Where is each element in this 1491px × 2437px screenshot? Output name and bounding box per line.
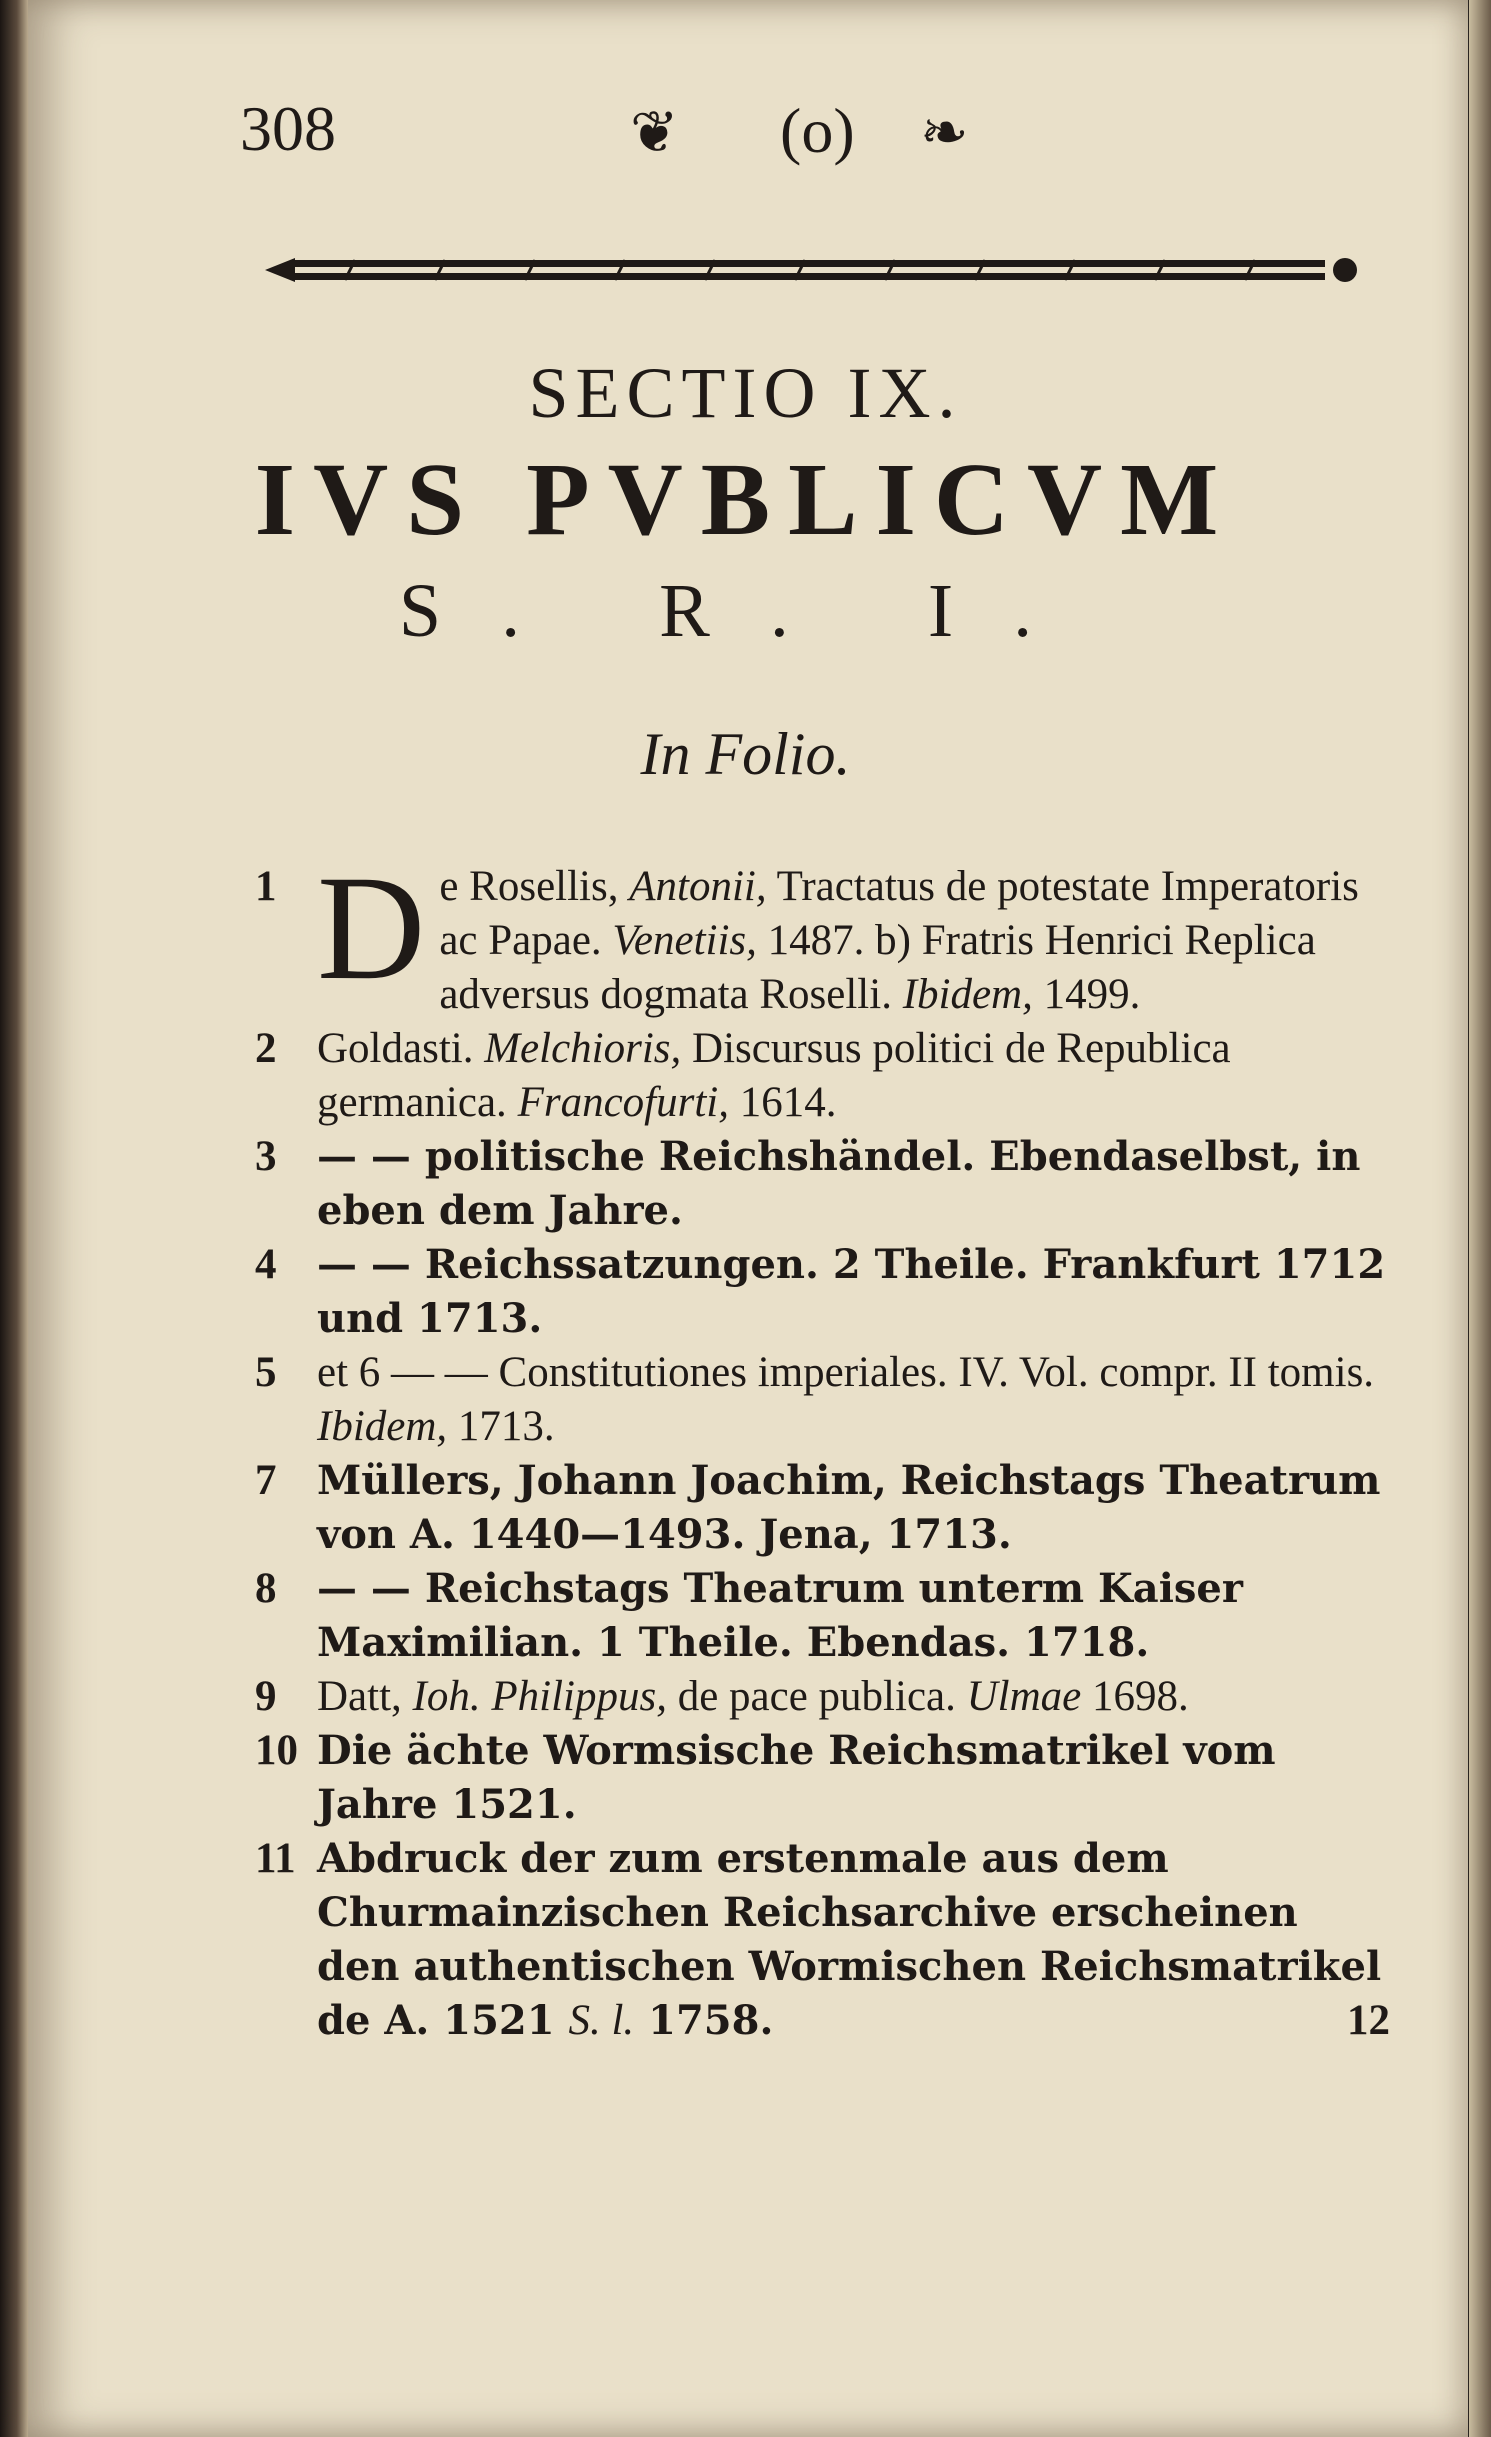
list-item [255, 1832, 1390, 2048]
drop-cap: D [317, 845, 426, 1011]
entry-author: Ioh. Philippus, [412, 1673, 667, 1720]
entry-place: Francofurti, [517, 1079, 729, 1126]
fleuron-left-icon: ❦ [630, 98, 679, 166]
list-item [255, 1130, 1390, 1238]
entry-text: — — politische Reichshändel. Ebendaselbst, in eben dem Jahre. [317, 1133, 1361, 1234]
entry-number: 4 [255, 1241, 277, 1288]
entry-text: — — Reichstags Theatrum unterm Kaiser Maximilian. 1 Theile. Ebendas. 1718. [317, 1565, 1243, 1666]
decorative-rule-icon [265, 250, 1375, 290]
entry-text: Tractatus de potestate Imperatoris ac Papae. [439, 863, 1359, 964]
header-center-mark: (o) [780, 95, 855, 166]
entry-text: de pace publica. [666, 1673, 967, 1720]
list-item [255, 1670, 1390, 1724]
entry-text: Datt, [317, 1673, 413, 1720]
list-item [255, 845, 1390, 1022]
catchword: 12 [1347, 1997, 1390, 2044]
entry-number: 5 [255, 1349, 277, 1396]
header-ornament [620, 90, 1090, 180]
entry-number: 2 [255, 1025, 277, 1072]
title-abbreviation: S. R. I. [398, 569, 1093, 653]
entry-text: e Rosellis, [439, 863, 630, 910]
format-heading: In Folio. [640, 721, 851, 787]
fleuron-right-icon: ❧ [920, 98, 969, 166]
list-item [255, 1724, 1390, 1832]
entry-text: 1698. [1081, 1673, 1189, 1720]
entry-text: et 6 — — Constitutiones imperiales. IV. Vol. compr. II tomis. [317, 1349, 1375, 1396]
entry-text: Abdruck der zum erstenmale aus dem Churmainzischen Reichsarchive erscheinen den authentischen Wormischen Reichsmatrikel de A. 1521 [317, 1835, 1382, 2044]
entry-text: — — Reichssatzungen. 2 Theile. Frankfurt 1712 und 1713. [317, 1241, 1386, 1342]
list-item [255, 1562, 1390, 1670]
entry-text: 1614. [728, 1079, 837, 1126]
entry-text: 1713. [447, 1403, 555, 1450]
entry-number: 11 [255, 1835, 296, 1882]
entry-place: Ulmae [966, 1673, 1082, 1720]
entry-text: 1487. b) Fratris Henrici Replica adversus dogmata Roselli. [439, 917, 1316, 1018]
list-item [255, 1346, 1390, 1454]
entry-text: Discursus politici de Republica germanica. [317, 1025, 1231, 1126]
entry-text: Goldasti. [317, 1025, 485, 1072]
entry-place: S. l. [568, 1997, 635, 2044]
entry-number: 3 [255, 1133, 277, 1180]
entry-place: Ibidem, [902, 971, 1033, 1018]
page-number: 308 [240, 93, 336, 164]
list-item [255, 1022, 1390, 1130]
entry-place: Venetiis, [612, 917, 757, 964]
section-heading: SECTIO IX. [528, 353, 963, 433]
entry-number: 8 [255, 1565, 277, 1612]
entry-number: 1 [255, 863, 277, 910]
entry-text: Die ächte Wormsische Reichsmatrikel vom Jahre 1521. [317, 1727, 1276, 1828]
list-item [255, 1238, 1390, 1346]
bibliography-list [255, 845, 1390, 2048]
entry-number: 7 [255, 1457, 277, 1504]
entry-author: Melchioris, [484, 1025, 682, 1072]
page-title: IVS PVBLICVM [254, 442, 1237, 557]
list-item [255, 1454, 1390, 1562]
entry-text: Müllers, Johann Joachim, Reichstags Theatrum von A. 1440—1493. Jena, 1713. [317, 1457, 1381, 1558]
entry-number: 10 [255, 1727, 298, 1774]
entry-text: 1499. [1032, 971, 1141, 1018]
entry-text: 1758. [634, 1997, 774, 2044]
entry-author: Antonii, [629, 863, 767, 910]
entry-place: Ibidem, [317, 1403, 448, 1450]
entry-number: 9 [255, 1673, 277, 1720]
